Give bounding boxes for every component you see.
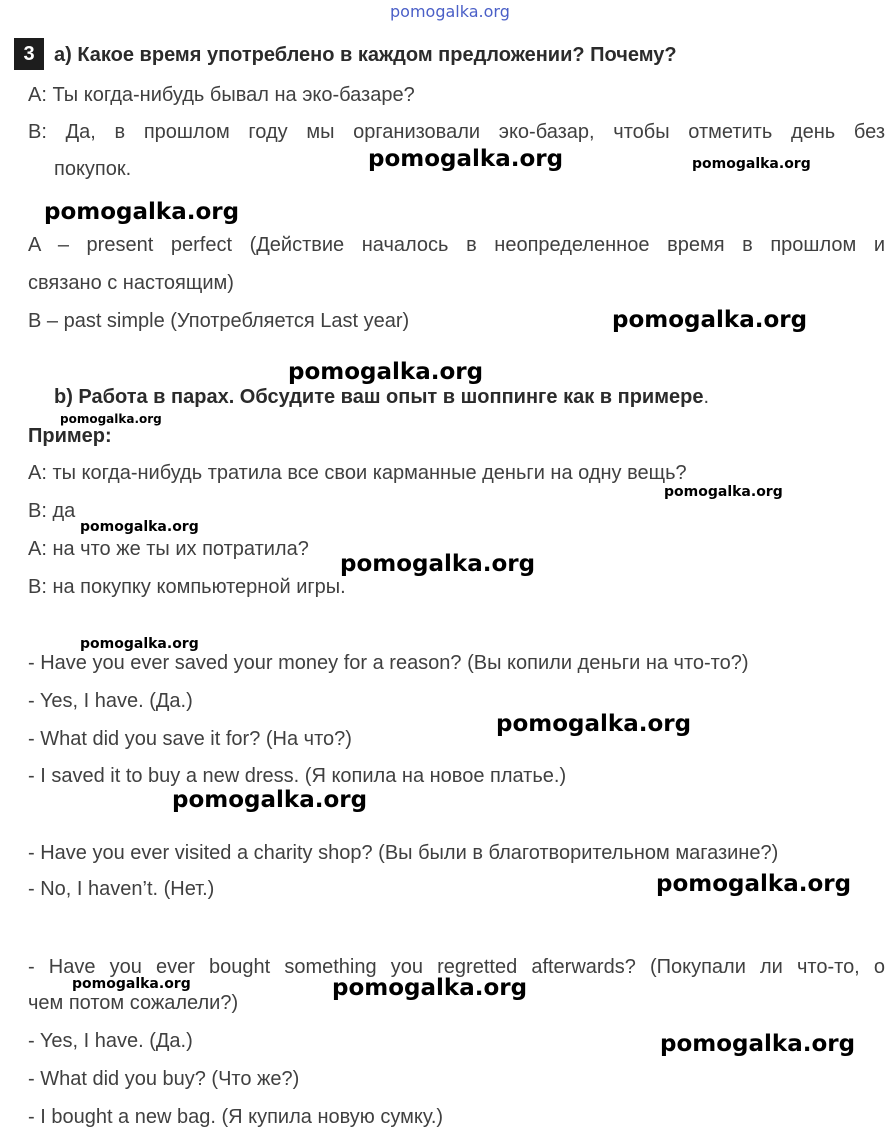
watermark: pomogalka.org: [496, 711, 692, 737]
watermark: pomogalka.org: [692, 156, 811, 172]
dialog3-line2: - Yes, I have. (Да.): [28, 1030, 193, 1052]
example-line-1: A: ты когда-нибудь тратила все свои карманные деньги на одну вещь?: [28, 462, 687, 484]
watermark: pomogalka.org: [288, 359, 484, 385]
watermark: pomogalka.org: [60, 412, 162, 426]
top-watermark: pomogalka.org: [390, 2, 510, 21]
example-label: Пример:: [28, 425, 112, 447]
dialog3-line3: - What did you buy? (Что же?): [28, 1068, 300, 1090]
part-b-heading: [54, 385, 709, 409]
dialog2-line2: - No, I haven’t. (Нет.): [28, 878, 215, 900]
part-b-heading-text: b) Работа в парах. Обсудите ваш опыт в шоппинге как в примере: [54, 386, 704, 408]
answer-a-line1: A – present perfect (Действие началось в неопределенное время в прошлом и: [28, 234, 885, 256]
dialog1-line2: - Yes, I have. (Да.): [28, 690, 193, 712]
part-a-line-b2: покупок.: [54, 158, 132, 180]
part-a-line-a: A: Ты когда-нибудь бывал на эко-базаре?: [28, 84, 415, 106]
watermark: pomogalka.org: [612, 307, 808, 333]
watermark: pomogalka.org: [172, 787, 368, 813]
example-line-4: B: на покупку компьютерной игры.: [28, 576, 346, 598]
dialog1-line3: - What did you save it for? (На что?): [28, 728, 352, 750]
dialog3-line1b: чем потом сожалели?): [28, 992, 239, 1014]
watermark: pomogalka.org: [664, 484, 783, 500]
part-b-heading-dot: .: [703, 386, 710, 408]
watermark: pomogalka.org: [44, 199, 240, 225]
watermark: pomogalka.org: [80, 519, 199, 535]
dialog3-line1a: - Have you ever bought something you regretted afterwards? (Покупали ли что-то, о: [28, 956, 885, 978]
dialog1-line4: - I saved it to buy a new dress. (Я копила на новое платье.): [28, 765, 567, 787]
dialog3-line4: - I bought a new bag. (Я купила новую сумку.): [28, 1106, 444, 1128]
answer-b: B – past simple (Употребляется Last year): [28, 310, 410, 332]
example-line-3: A: на что же ты их потратила?: [28, 538, 309, 560]
watermark: pomogalka.org: [340, 551, 536, 577]
part-a-heading: a) Какое время употреблено в каждом предложении? Почему?: [54, 44, 677, 66]
watermark: pomogalka.org: [72, 976, 191, 992]
task-number-badge: 3: [14, 38, 44, 70]
example-line-2: B: да: [28, 500, 76, 522]
dialog1-line1: - Have you ever saved your money for a reason? (Вы копили деньги на что-то?): [28, 652, 749, 674]
part-a-line-b1: B: Да, в прошлом году мы организовали эко-базар, чтобы отметить день без: [28, 121, 885, 143]
dialog2-line1: - Have you ever visited a charity shop? (Вы были в благотворительном магазине?): [28, 842, 779, 864]
watermark: pomogalka.org: [368, 146, 564, 172]
watermark: pomogalka.org: [656, 871, 852, 897]
watermark: pomogalka.org: [80, 636, 199, 652]
answer-a-line2: связано с настоящим): [28, 272, 234, 294]
watermark: pomogalka.org: [332, 975, 528, 1001]
watermark: pomogalka.org: [660, 1031, 856, 1057]
